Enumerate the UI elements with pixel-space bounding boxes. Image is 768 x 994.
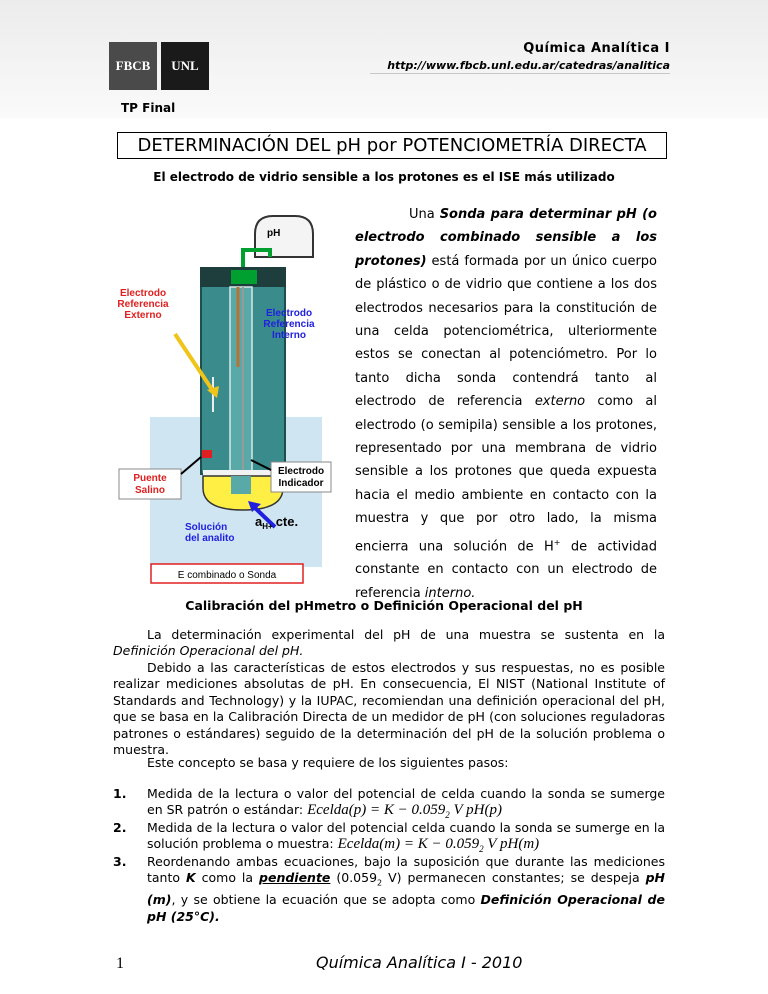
step-2-eq: Ecelda(m) = $K - 0.059_2$ V pH(m): [337, 836, 540, 855]
label-indicator-1: Electrodo: [277, 466, 325, 477]
activity-a: a: [255, 514, 263, 529]
desc-rest1: está formada por un único cuerpo de plástico o de vidrio que contiene a los dos electrodos necesarios para la constitución de una celda potenciométrica, ulteriormente estos se conectan al potenciómetro. Por lo tanto dicha sonda contendrá tanto al electrodo de referencia: [355, 253, 657, 410]
step-2-num: 2.: [113, 820, 127, 835]
logo-unl: UNL: [161, 42, 209, 90]
ph-meter-label: pH: [267, 228, 281, 239]
p1-italic: Definición Operacional del pH.: [113, 643, 304, 659]
label-ref-int-3: Interno: [272, 330, 306, 341]
desc-bold: Sonda para determinar pH (o electrodo combinado sensible a los protones): [355, 207, 657, 269]
label-salt-bridge-2: Salino: [134, 485, 166, 496]
calibration-p2: Debido a las características de estos electrodos y sus respuestas, no es posible realizar mediciones absolutas de pH. En consecuencia, El NIST (National Institute of Standards and Technology) y la IUPAC, recomiendan una definición operacional del pH, que se basa en la Calibración Directa de un medidor de pH (con soluciones reguladoras patrones o estándares) seguido de la determinación del pH de la solución problema o muestra.: [113, 660, 665, 758]
step-1-eq: Ecelda(p) = $K - 0.059_2$ V pH(p): [307, 802, 502, 821]
course-url[interactable]: http://www.fbcb.unl.edu.ar/catedras/analitica: [387, 59, 670, 72]
step-3-phm: pH (m): [147, 870, 665, 908]
label-ref-int-2: Referencia: [263, 319, 315, 330]
step-3-k: K: [186, 870, 196, 886]
desc-sup: +: [553, 537, 561, 547]
activity-sub: H+: [262, 522, 273, 531]
desc-rest3: de actividad constante en contacto con un electrodo de referencia: [355, 539, 657, 601]
step-1: [147, 786, 665, 824]
step-2-text: Medida de la lectura o valor del potencial celda cuando la sonda se sumerge en la solución problema o muestra:: [147, 820, 665, 852]
label-ref-ext-3: Externo: [124, 310, 162, 321]
page-number: 1: [116, 955, 124, 972]
desc-italic1: externo: [534, 394, 586, 410]
desc-italic2: interno.: [424, 585, 476, 601]
header-divider: [370, 73, 670, 74]
ph-probe-diagram: [105, 212, 345, 592]
probe-cap-green: [231, 270, 257, 284]
course-title: Química Analítica I: [523, 41, 670, 56]
label-solution-2: del analito: [185, 533, 235, 544]
step-3-pendiente: pendiente: [259, 870, 331, 886]
step-3: Reordenando ambas ecuaciones, bajo la suposición que durante las mediciones tanto K como la pendiente ($0.059_2$ V) permanecen constantes; se despeja pH (m), y se obtiene la ecuación que se adopta como Definición Operacional de pH (25°C).: [147, 854, 665, 924]
label-activity: [255, 514, 298, 531]
calibration-p3: Este concepto se basa y requiere de los siguientes pasos:: [147, 755, 509, 770]
label-solution-1: Solución: [185, 522, 228, 533]
tp-label: TP Final: [121, 101, 176, 115]
diagram-caption: E combinado o Sonda: [177, 570, 277, 581]
p1-text: La determinación experimental del pH de una muestra se sustenta en la: [147, 627, 665, 642]
calibration-p1: [113, 627, 665, 660]
calibration-heading: Calibración del pHmetro o Definición Operacional del pH: [185, 598, 583, 613]
label-salt-bridge-1: Puente: [133, 473, 167, 484]
desc-rest2: como al electrodo (o semipila) sensible a los protones, representado por una membrana de vidrio sensible a los protones que queda expuesta hacia el medio ambiente en contacto con la muestra y que por otro lado, la misma encierra una solución de H: [355, 394, 657, 555]
step-1-num: 1.: [113, 786, 127, 801]
logo-fbcb: FBCB: [109, 42, 157, 90]
probe-description: [355, 203, 657, 605]
step-1-text: Medida de la lectura o valor del potencial de celda cuando la sonda se sumerge en SR patrón o estándar:: [147, 786, 665, 818]
label-indicator-2: Indicador: [278, 478, 324, 489]
step-2: [147, 820, 665, 858]
step-3-def: Definición Operacional de pH (25°C).: [147, 892, 665, 924]
footer-text: Química Analítica I - 2010: [316, 953, 523, 972]
activity-cte: cte.: [275, 514, 299, 529]
step-3-num: 3.: [113, 854, 127, 869]
salt-bridge-junction: [202, 450, 212, 458]
label-ref-int-1: Electrodo: [265, 308, 313, 319]
label-ref-ext-2: Referencia: [117, 299, 169, 310]
bulb-inner-tube: [231, 476, 251, 494]
subtitle: El electrodo de vidrio sensible a los protones es el ISE más utilizado: [153, 170, 615, 184]
internal-tube: [230, 287, 252, 477]
page-title: DETERMINACIÓN DEL pH por POTENCIOMETRÍA DIRECTA: [117, 132, 667, 159]
desc-intro: Una: [409, 207, 435, 222]
label-ref-ext-1: Electrodo: [119, 288, 167, 299]
